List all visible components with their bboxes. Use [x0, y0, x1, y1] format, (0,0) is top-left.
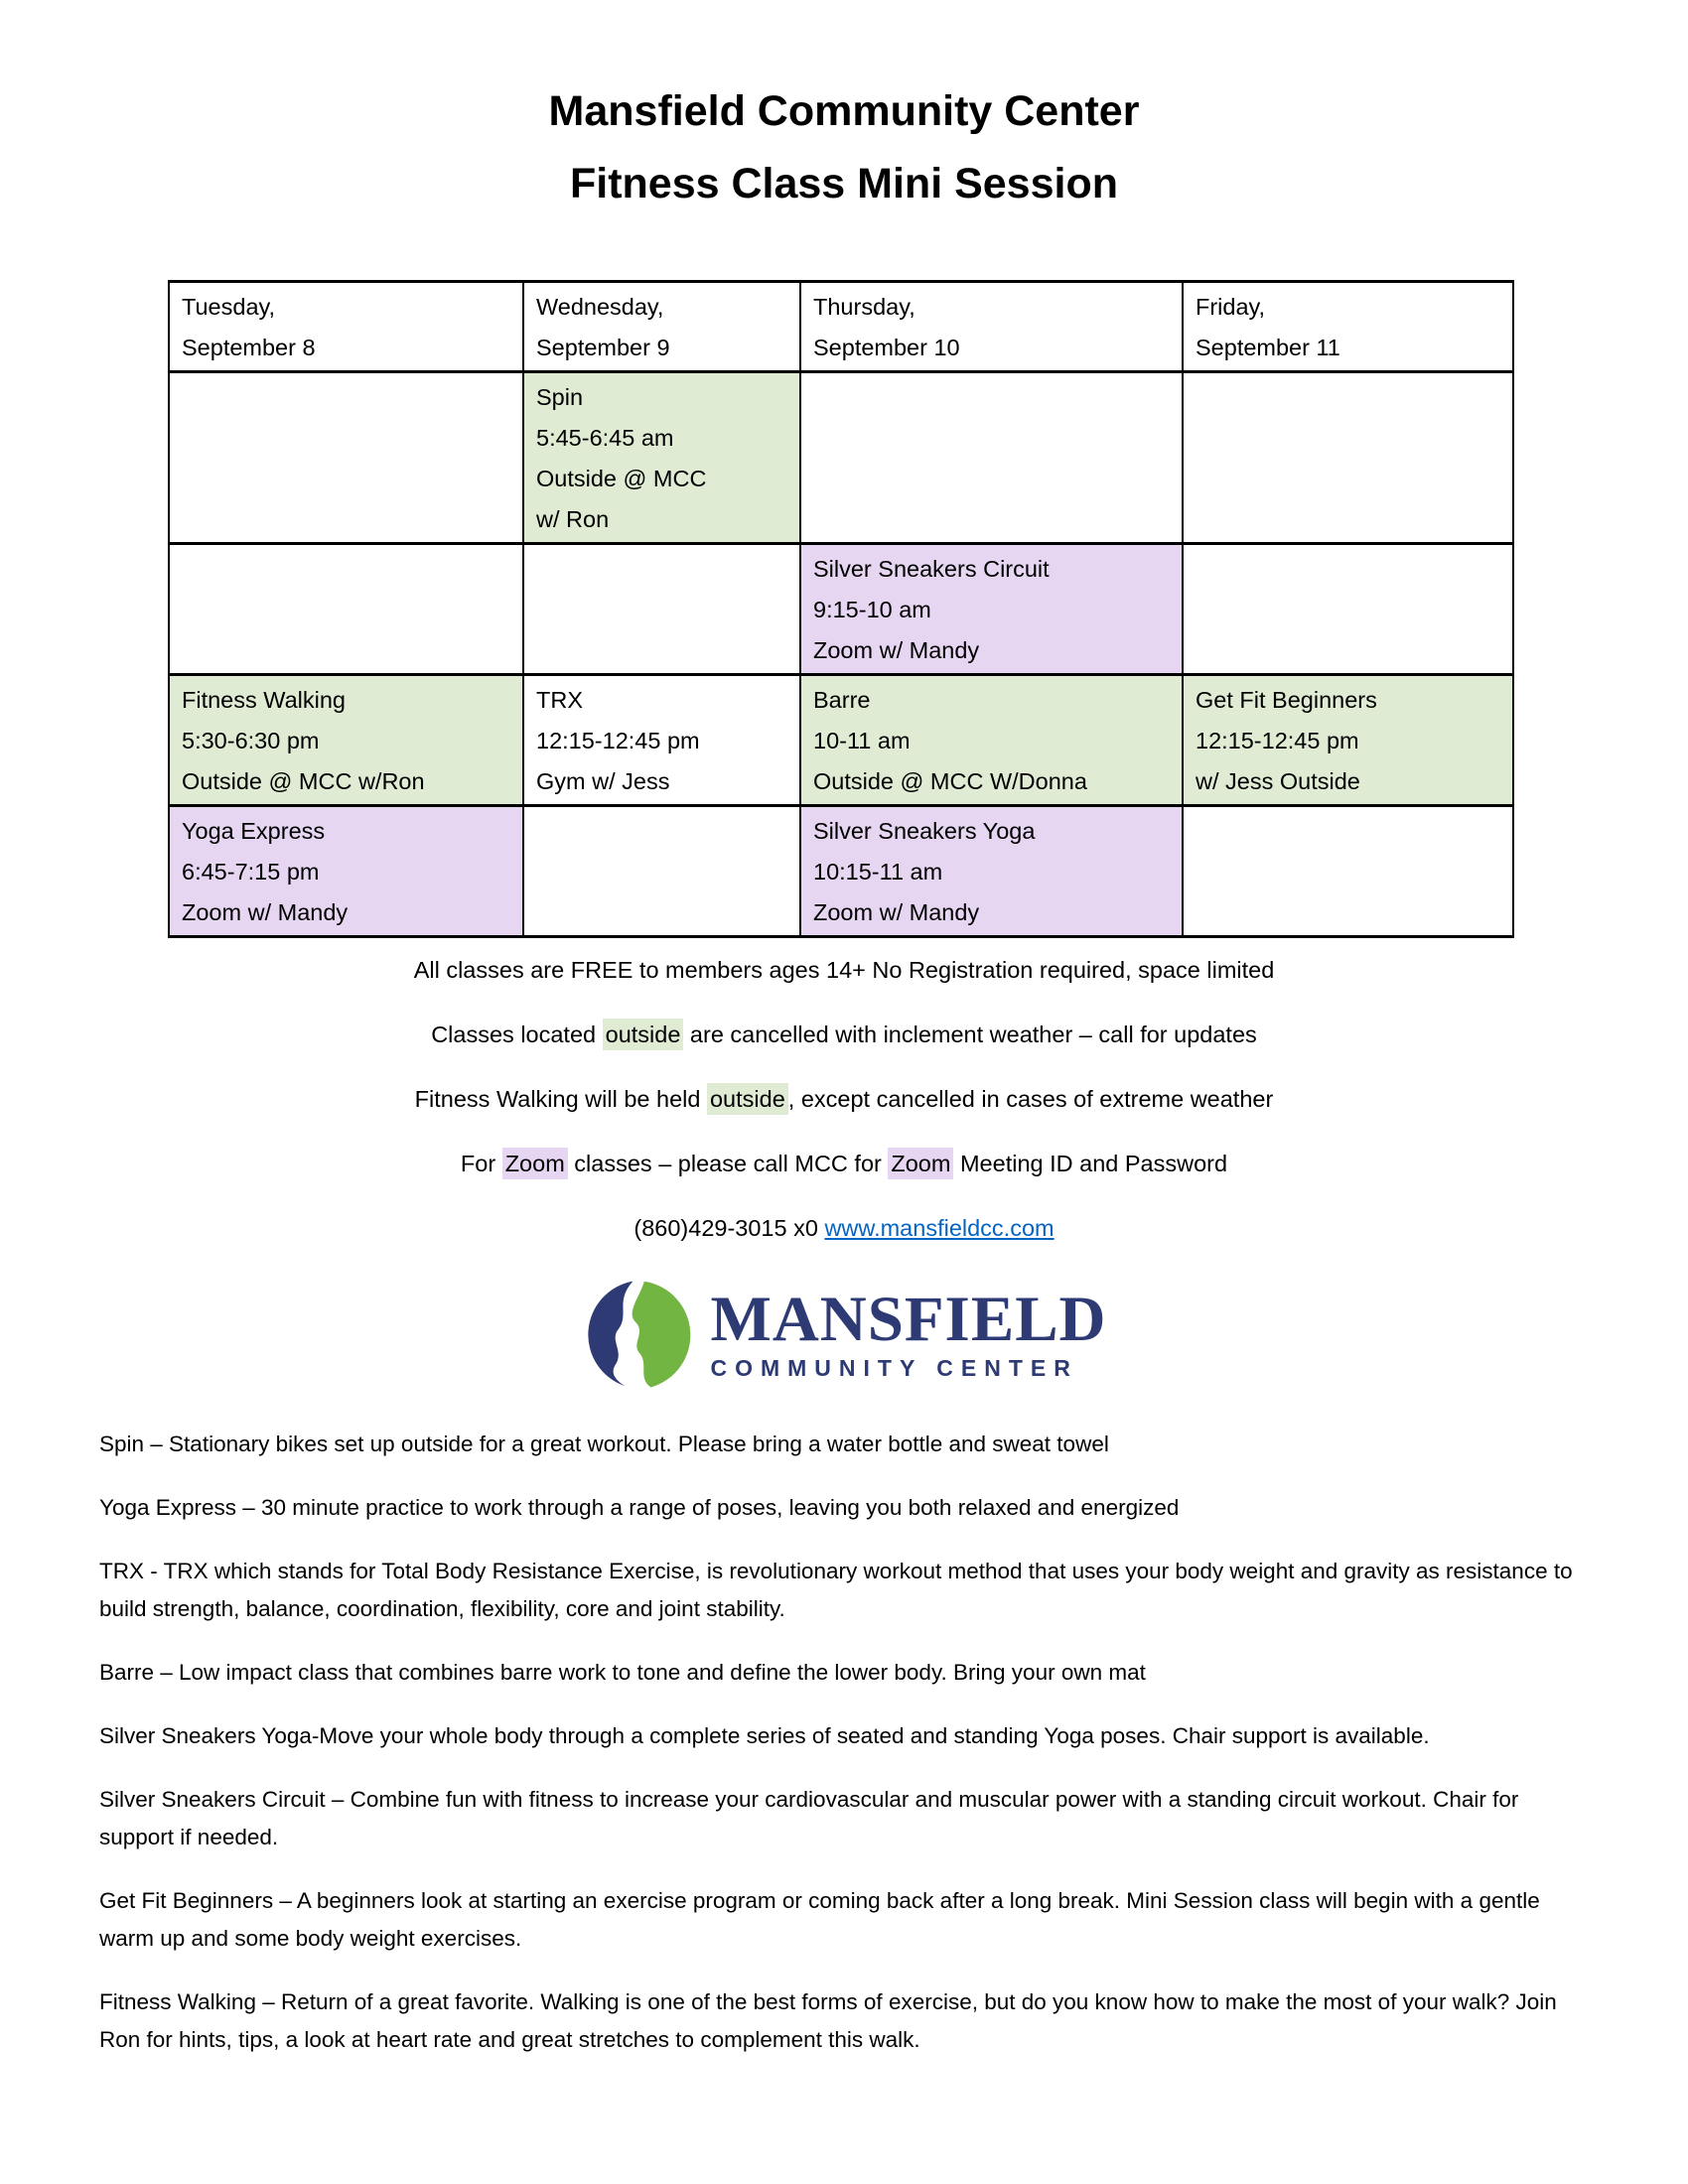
highlighted-text: Zoom — [502, 1148, 568, 1179]
cell-line: Zoom w/ Mandy — [182, 899, 349, 925]
class-description: Fitness Walking – Return of a great favorite. Walking is one of the best forms of exercise, but do you know how to make the most of your walk? Join Ron for hints, tips, a look at heart rate and great stretches to complement this walk. — [99, 1989, 1557, 2052]
cell-line: Outside @ MCC — [536, 466, 707, 491]
logo-name-text: MANSFIELD — [710, 1284, 1107, 1355]
cell-line: TRX — [536, 687, 583, 713]
class-description: Barre – Low impact class that combines barre work to tone and define the lower body. Bring your own mat — [99, 1660, 1146, 1685]
note-text: (860)429-3015 x0 — [633, 1215, 825, 1241]
highlighted-text: outside — [603, 1019, 684, 1050]
note-line — [0, 1085, 1688, 1113]
class-description: TRX - TRX which stands for Total Body Resistance Exercise, is revolutionary workout method that uses your body weight and gravity as resistance to build strength, balance, coordination, flexibility, core and joint stability. — [99, 1559, 1573, 1621]
cell-line: September 8 — [182, 335, 316, 360]
cell-line: Yoga Express — [182, 818, 326, 844]
cell-line: September 11 — [1196, 335, 1340, 360]
class-cell — [169, 675, 523, 806]
note-text: Classes located — [431, 1022, 603, 1047]
website-link[interactable]: www.mansfieldcc.com — [824, 1215, 1055, 1241]
class-description: Silver Sneakers Yoga-Move your whole body through a complete series of seated and standing Yoga poses. Chair support is available. — [99, 1723, 1430, 1748]
empty-cell — [800, 372, 1183, 544]
empty-cell — [523, 806, 800, 937]
class-description: Get Fit Beginners – A beginners look at starting an exercise program or coming back after a long break. Mini Session class will begin with a gentle warm up and some body weight exercises. — [99, 1888, 1540, 1951]
note-text: All classes are FREE to members ages 14+ No Registration required, space limited — [413, 957, 1275, 983]
title-line-1: Mansfield Community Center — [548, 87, 1140, 135]
cell-line: w/ Ron — [536, 506, 610, 532]
cell-line: Zoom w/ Mandy — [813, 899, 980, 925]
cell-line: Thursday, — [813, 294, 915, 320]
class-descriptions-section — [99, 1426, 1594, 2059]
note-line — [0, 1150, 1688, 1177]
class-description: Silver Sneakers Circuit – Combine fun with fitness to increase your cardiovascular and muscular power with a standing circuit workout. Chair for support if needed. — [99, 1787, 1519, 1849]
note-text: , except cancelled in cases of extreme weather — [787, 1086, 1274, 1112]
class-cell — [800, 675, 1183, 806]
class-cell — [523, 675, 800, 806]
note-line — [0, 1021, 1688, 1048]
cell-line: 9:15-10 am — [813, 597, 931, 622]
class-cell — [169, 806, 523, 937]
cell-line: Silver Sneakers Circuit — [813, 556, 1050, 582]
day-header-cell — [523, 282, 800, 372]
schedule-table-body — [169, 282, 1513, 937]
cell-line: September 10 — [813, 335, 960, 360]
empty-cell — [523, 544, 800, 675]
day-header-cell — [800, 282, 1183, 372]
class-cell — [523, 372, 800, 544]
cell-line: Gym w/ Jess — [536, 768, 670, 794]
cell-line: 12:15-12:45 pm — [1196, 728, 1359, 753]
leaf-globe-icon — [581, 1279, 694, 1392]
empty-cell — [169, 544, 523, 675]
cell-line: Get Fit Beginners — [1196, 687, 1377, 713]
cell-line: Barre — [813, 687, 871, 713]
cell-line: Silver Sneakers Yoga — [813, 818, 1036, 844]
highlighted-text: Zoom — [888, 1148, 953, 1179]
cell-line: Outside @ MCC W/Donna — [813, 768, 1087, 794]
empty-cell — [169, 372, 523, 544]
class-description: Yoga Express – 30 minute practice to work through a range of poses, leaving you both relaxed and energized — [99, 1495, 1180, 1520]
schedule-table — [168, 280, 1514, 938]
cell-line: Zoom w/ Mandy — [813, 637, 980, 663]
cell-line: Fitness Walking — [182, 687, 346, 713]
note-text: classes – please call MCC for — [567, 1151, 889, 1176]
cell-line: Outside @ MCC w/Ron — [182, 768, 425, 794]
class-cell — [800, 544, 1183, 675]
note-text: For — [460, 1151, 502, 1176]
mcc-logo — [0, 1279, 1688, 1392]
class-cell — [800, 806, 1183, 937]
document-title — [0, 0, 1688, 220]
note-line — [0, 956, 1688, 984]
title-line-2: Fitness Class Mini Session — [569, 160, 1118, 207]
day-header-cell — [169, 282, 523, 372]
cell-line: 5:45-6:45 am — [536, 425, 674, 451]
cell-line: Friday, — [1196, 294, 1266, 320]
class-cell — [1183, 675, 1513, 806]
note-text: Fitness Walking will be held — [414, 1086, 707, 1112]
note-line — [0, 1214, 1688, 1242]
logo-subtitle-text: COMMUNITY CENTER — [710, 1355, 1078, 1381]
cell-line: 12:15-12:45 pm — [536, 728, 700, 753]
cell-line: 6:45-7:15 pm — [182, 859, 320, 885]
note-text: Meeting ID and Password — [953, 1151, 1228, 1176]
class-description: Spin – Stationary bikes set up outside for a great workout. Please bring a water bottle and sweat towel — [99, 1432, 1109, 1456]
note-text: are cancelled with inclement weather – call for updates — [683, 1022, 1257, 1047]
highlighted-text: outside — [707, 1083, 788, 1115]
cell-line: w/ Jess Outside — [1196, 768, 1360, 794]
logo-wordmark — [710, 1284, 1107, 1382]
cell-line: Spin — [536, 384, 584, 410]
cell-line: Tuesday, — [182, 294, 276, 320]
empty-cell — [1183, 544, 1513, 675]
day-header-cell — [1183, 282, 1513, 372]
cell-line: 5:30-6:30 pm — [182, 728, 320, 753]
cell-line: 10:15-11 am — [813, 859, 943, 885]
empty-cell — [1183, 372, 1513, 544]
cell-line: September 9 — [536, 335, 670, 360]
notes-section — [0, 956, 1688, 1242]
empty-cell — [1183, 806, 1513, 937]
cell-line: 10-11 am — [813, 728, 911, 753]
cell-line: Wednesday, — [536, 294, 664, 320]
